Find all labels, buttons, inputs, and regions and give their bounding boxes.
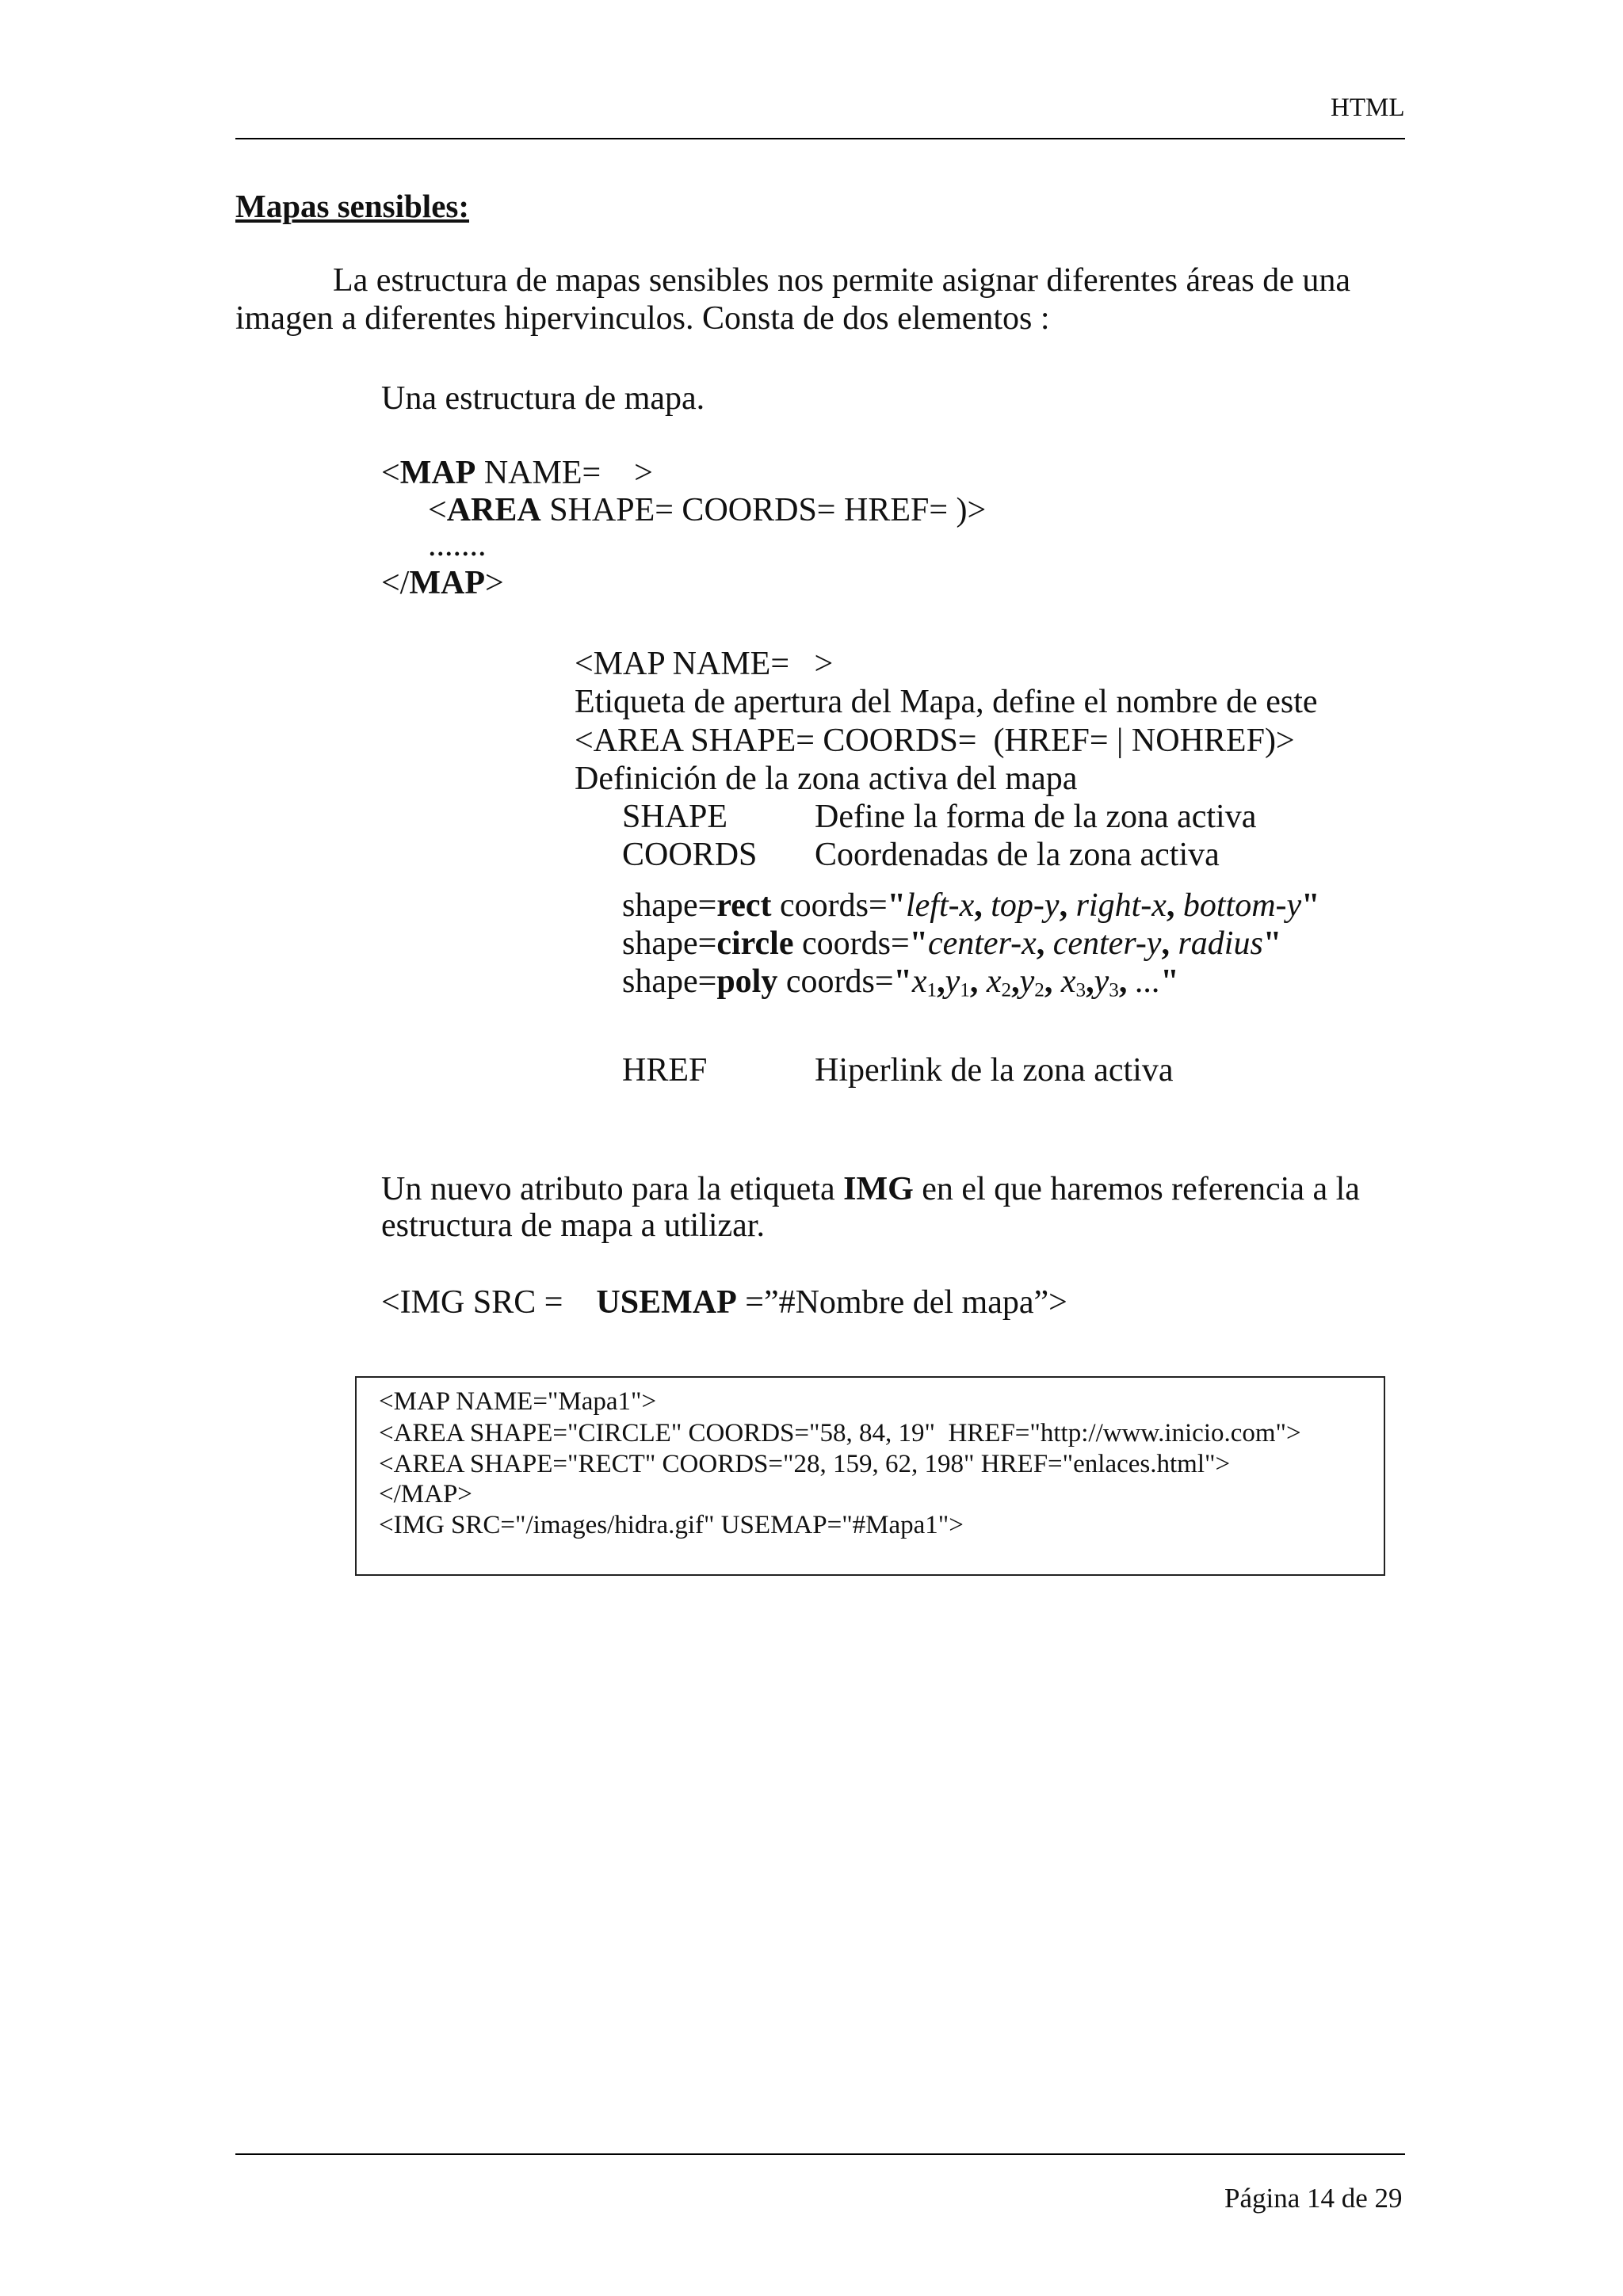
shape-poly-line [622,963,1179,1001]
syntax-map-rest: NAME= > [475,455,653,491]
subscript: 3 [1075,979,1086,1001]
item2-post: en el que haremos referencia a la [913,1171,1360,1207]
item2-line-2: estructura de mapa a utilizar. [381,1207,765,1244]
img-syntax [381,1283,1067,1322]
def-map-tag: <MAP NAME= > [575,646,834,682]
syntax-map-keyword: MAP [399,455,476,491]
rect-right: right-x [1075,887,1167,924]
subscript: 1 [960,979,970,1001]
section-title: Mapas sensibles: [235,188,470,224]
poly-x: x [986,963,1002,1000]
coords-prefix: coords= [771,887,888,924]
item1-label: Una estructura de mapa. [381,380,705,417]
quote: " [1301,887,1320,924]
def-href-desc: Hiperlink de la zona activa [815,1052,1174,1089]
def-href-term: HREF [622,1052,708,1089]
example-line: <AREA SHAPE="CIRCLE" COORDS="58, 84, 19" HREF="http://www.inicio.com"> [379,1419,1301,1447]
item2-line-1 [381,1170,1360,1208]
quote: " [893,963,912,1000]
poly-x: x [1060,963,1076,1000]
img-syntax-pre: <IMG SRC = [381,1284,597,1321]
subscript: 1 [926,979,938,1001]
quote: " [1262,925,1282,962]
quote: " [1160,963,1179,1000]
comma: , [1044,963,1053,1000]
poly-x: x [911,963,927,1000]
poly-y: y [945,963,960,1000]
comma: , [1166,887,1175,924]
comma: , [974,887,983,924]
poly-ellipsis: ... [1135,963,1161,1000]
comma: , [1086,963,1094,1000]
rect-left: left-x [905,887,975,924]
circle-r: radius [1178,925,1263,962]
example-line: <AREA SHAPE="RECT" COORDS="28, 159, 62, 198" HREF="enlaces.html"> [379,1450,1231,1478]
syntax-map-close-keyword: MAP [409,565,485,601]
def-shape-desc: Define la forma de la zona activa [815,799,1257,835]
comma: , [1118,963,1128,1000]
subscript: 2 [1001,979,1012,1001]
footer-rule [235,2153,1405,2155]
img-syntax-keyword: USEMAP [596,1284,737,1321]
shape-rect-line [622,887,1320,925]
def-area-tag: <AREA SHAPE= COORDS= (HREF= | NOHREF)> [575,723,1295,759]
comma: , [1036,925,1045,962]
intro-line-2: imagen a diferentes hipervinculos. Consta de dos elementos : [235,300,1050,337]
comma: , [969,963,979,1000]
syntax-lt: </ [381,565,410,601]
item2-pre: Un nuevo atributo para la etiqueta [381,1171,844,1207]
example-line: </MAP> [379,1480,472,1508]
header-rule [235,138,1405,139]
example-line: <IMG SRC="/images/hidra.gif" USEMAP="#Mapa1"> [379,1511,964,1539]
example-code-box [355,1376,1385,1576]
shape-prefix: shape= [622,887,717,924]
comma: , [937,963,945,1000]
img-syntax-post: =”#Nombre del mapa”> [736,1284,1067,1321]
circle-cx: center-x [927,925,1037,962]
shape-prefix: shape= [622,963,717,1000]
comma: , [1161,925,1170,962]
intro-line-1: La estructura de mapas sensibles nos permite asignar diferentes áreas de una [333,262,1350,299]
syntax-map-open [381,454,653,492]
def-shape-term: SHAPE [622,799,728,835]
shape-rect-keyword: rect [716,887,772,924]
poly-y: y [1019,963,1035,1000]
syntax-map-close [381,564,504,602]
rect-top: top-y [991,887,1060,924]
syntax-dots: ....... [428,527,487,563]
page-number: Página 14 de 29 [1224,2183,1403,2214]
shape-poly-keyword: poly [716,963,778,1000]
def-coords-desc: Coordenadas de la zona activa [815,837,1220,873]
syntax-gt: > [485,565,504,601]
syntax-area [428,491,986,529]
shape-circle-line [622,925,1281,963]
circle-cy: center-y [1052,925,1162,962]
syntax-area-keyword: AREA [446,492,541,528]
header-label: HTML [1331,93,1405,122]
subscript: 2 [1034,979,1044,1001]
rect-bottom: bottom-y [1182,887,1302,924]
poly-y: y [1094,963,1109,1000]
quote: " [887,887,906,924]
def-area-desc: Definición de la zona activa del mapa [575,761,1078,797]
syntax-lt: < [428,492,447,528]
shape-prefix: shape= [622,925,717,962]
comma: , [1059,887,1068,924]
comma: , [1011,963,1020,1000]
syntax-lt: < [381,455,400,491]
def-map-desc: Etiqueta de apertura del Mapa, define el nombre de este [575,684,1318,720]
coords-prefix: coords= [777,963,894,1000]
quote: " [909,925,928,962]
coords-prefix: coords= [793,925,910,962]
shape-circle-keyword: circle [716,925,794,962]
subscript: 3 [1109,979,1119,1001]
item2-keyword: IMG [843,1171,914,1207]
def-coords-term: COORDS [622,837,758,873]
syntax-area-rest: SHAPE= COORDS= HREF= )> [540,492,987,528]
example-line: <MAP NAME="Mapa1"> [379,1387,657,1416]
